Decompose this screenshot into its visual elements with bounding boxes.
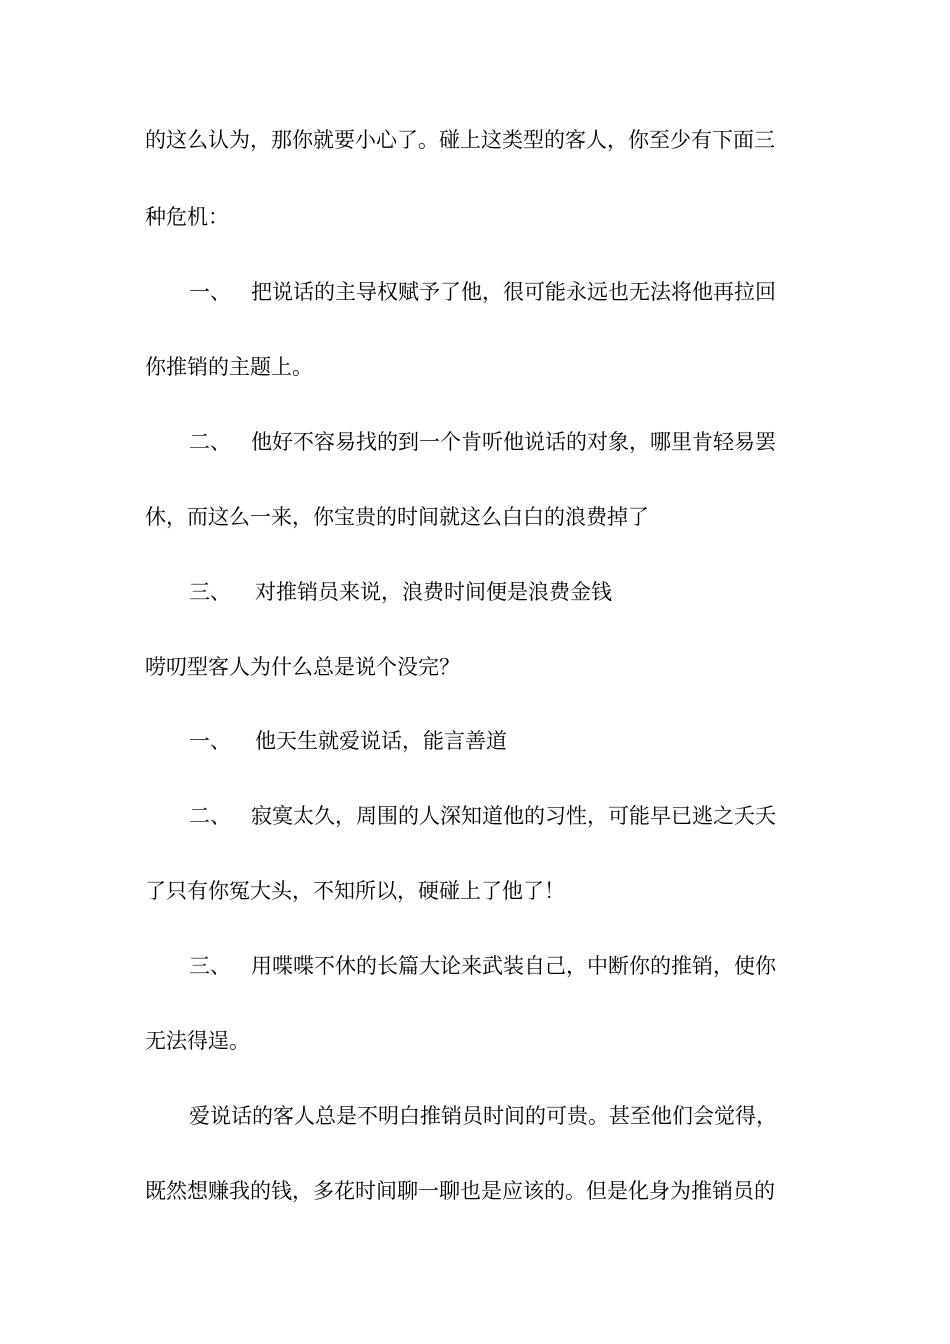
list-item-text: 对推销员来说，浪费时间便是浪费金钱 <box>255 580 612 604</box>
list-item <box>145 428 815 456</box>
list-item-text: 用喋喋不休的长篇大论来武装自己，中断你的推销，使你 <box>251 954 776 978</box>
list-item-marker: 一、 <box>189 280 231 304</box>
list-item <box>145 727 815 755</box>
paragraph-line: 了只有你冤大头，不知所以，硬碰上了他了！ <box>145 879 565 903</box>
list-item <box>145 278 815 306</box>
list-item-marker: 三、 <box>189 580 231 604</box>
paragraph-line: 爱说话的客人总是不明白推销员时间的可贵。甚至他们会觉得， <box>189 1104 777 1128</box>
list-item <box>145 578 815 606</box>
list-item-text: 他好不容易找的到一个肯听他说话的对象，哪里肯轻易罢 <box>251 430 776 454</box>
paragraph-line: 既然想赚我的钱，多花时间聊一聊也是应该的。但是化身为推销员的 <box>145 1179 775 1203</box>
list-item-text: 把说话的主导权赋予了他，很可能永远也无法将他再拉回 <box>251 280 776 304</box>
list-item-marker: 二、 <box>189 804 231 828</box>
list-item-marker: 三、 <box>189 954 231 978</box>
list-item <box>145 952 815 980</box>
section-question: 唠叨型客人为什么总是说个没完？ <box>145 655 460 679</box>
paragraph-line: 无法得逞。 <box>145 1029 250 1053</box>
paragraph-line: 你推销的主题上。 <box>145 355 313 379</box>
list-item-marker: 一、 <box>189 729 231 753</box>
list-item-marker: 二、 <box>189 430 231 454</box>
paragraph-line: 种危机： <box>145 205 229 229</box>
list-item-text: 寂寞太久，周围的人深知道他的习性，可能早已逃之夭夭 <box>251 804 776 828</box>
paragraph-line: 休，而这么一来，你宝贵的时间就这么白白的浪费掉了 <box>145 505 649 529</box>
list-item-text: 他天生就爱说话，能言善道 <box>255 729 507 753</box>
paragraph-line: 的这么认为，那你就要小心了。碰上这类型的客人，你至少有下面三 <box>145 128 775 152</box>
list-item <box>145 802 815 830</box>
